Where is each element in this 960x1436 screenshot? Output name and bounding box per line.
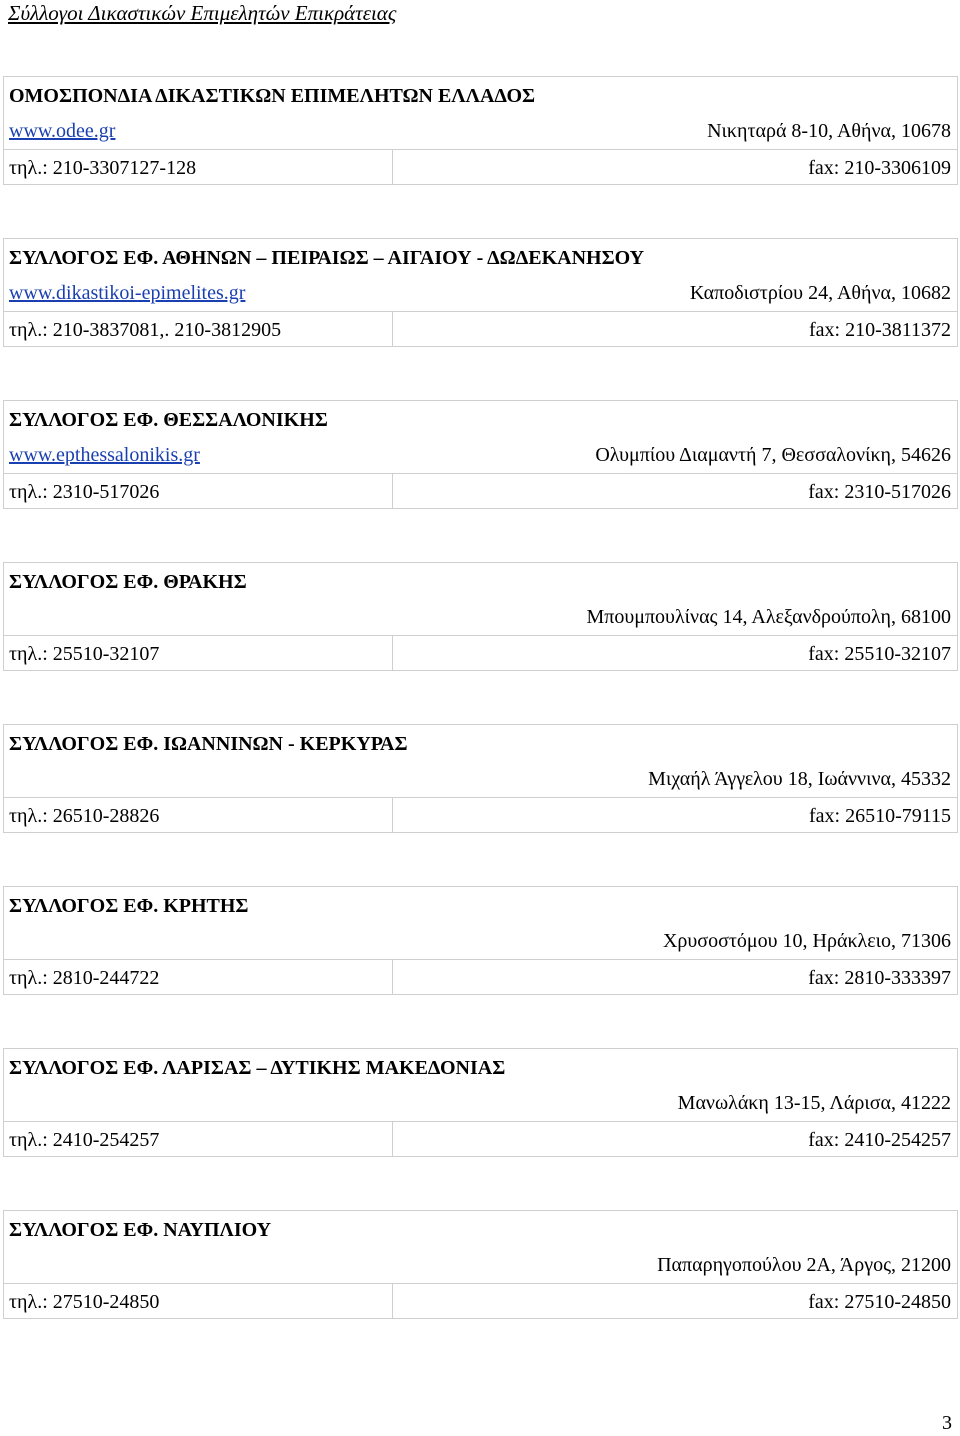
org-block-thrace bbox=[3, 562, 958, 671]
org-name: ΣΥΛΛΟΓΟΣ ΕΦ. ΑΘΗΝΩΝ – ΠΕΙΡΑΙΩΣ – ΑΙΓΑΙΟΥ - ΔΩΔΕΚΑΝΗΣΟΥ bbox=[9, 247, 645, 269]
org-phone: τηλ.: 2410-254257 bbox=[9, 1129, 160, 1151]
org-name: ΣΥΛΛΟΓΟΣ ΕΦ. ΘΡΑΚΗΣ bbox=[9, 571, 247, 593]
org-block-thessaloniki bbox=[3, 400, 958, 509]
org-fax: fax: 25510-32107 bbox=[808, 643, 951, 665]
org-block-larisa bbox=[3, 1048, 958, 1157]
website-link[interactable]: www.odee.gr bbox=[9, 120, 116, 142]
org-block-crete bbox=[3, 886, 958, 995]
org-address: Παπαρηγοπούλου 2Α, Άργος, 21200 bbox=[657, 1254, 951, 1276]
org-fax: fax: 2310-517026 bbox=[808, 481, 951, 503]
org-name: ΣΥΛΛΟΓΟΣ ΕΦ. ΙΩΑΝΝΙΝΩΝ - ΚΕΡΚΥΡΑΣ bbox=[9, 733, 408, 755]
org-fax: fax: 2810-333397 bbox=[808, 967, 951, 989]
org-block-ioannina bbox=[3, 724, 958, 833]
org-name: ΣΥΛΛΟΓΟΣ ΕΦ. ΚΡΗΤΗΣ bbox=[9, 895, 249, 917]
org-fax: fax: 26510-79115 bbox=[808, 805, 951, 827]
org-fax: fax: 2410-254257 bbox=[808, 1129, 951, 1151]
org-address: Καποδιστρίου 24, Αθήνα, 10682 bbox=[689, 282, 951, 304]
org-fax: fax: 210-3306109 bbox=[808, 157, 951, 179]
org-address: Μιχαήλ Άγγελου 18, Ιωάννινα, 45332 bbox=[648, 768, 951, 790]
org-name: ΣΥΛΛΟΓΟΣ ΕΦ. ΘΕΣΣΑΛΟΝΙΚΗΣ bbox=[9, 409, 328, 431]
cell-divider bbox=[392, 959, 393, 995]
cell-divider bbox=[392, 473, 393, 509]
org-name: ΟΜΟΣΠΟΝΔΙΑ ΔΙΚΑΣΤΙΚΩΝ ΕΠΙΜΕΛΗΤΩΝ ΕΛΛΑΔΟΣ bbox=[9, 85, 536, 107]
org-fax: fax: 210-3811372 bbox=[808, 319, 951, 341]
org-phone: τηλ.: 26510-28826 bbox=[9, 805, 160, 827]
cell-divider bbox=[392, 635, 393, 671]
org-address: Μανωλάκη 13-15, Λάρισα, 41222 bbox=[677, 1092, 951, 1114]
org-address: Χρυσοστόμου 10, Ηράκλειο, 71306 bbox=[662, 930, 951, 952]
page-title: Σύλλογοι Δικαστικών Επιμελητών Επικράτειας bbox=[8, 1, 397, 25]
org-address: Ολυμπίου Διαμαντή 7, Θεσσαλονίκη, 54626 bbox=[595, 444, 951, 466]
page-number: 3 bbox=[942, 1412, 952, 1434]
org-phone: τηλ.: 210-3307127-128 bbox=[9, 157, 197, 179]
org-phone: τηλ.: 25510-32107 bbox=[9, 643, 160, 665]
website-link[interactable]: www.epthessalonikis.gr bbox=[9, 444, 200, 466]
cell-divider bbox=[392, 311, 393, 347]
website-link[interactable]: www.dikastikoi-epimelites.gr bbox=[9, 282, 246, 304]
org-phone: τηλ.: 2810-244722 bbox=[9, 967, 160, 989]
org-block-odee bbox=[3, 76, 958, 185]
org-block-nafplio bbox=[3, 1210, 958, 1319]
cell-divider bbox=[392, 797, 393, 833]
cell-divider bbox=[392, 1283, 393, 1319]
org-name: ΣΥΛΛΟΓΟΣ ΕΦ. ΛΑΡΙΣΑΣ – ΔΥΤΙΚΗΣ ΜΑΚΕΔΟΝΙΑΣ bbox=[9, 1057, 506, 1079]
org-phone: τηλ.: 2310-517026 bbox=[9, 481, 160, 503]
org-address: Νικηταρά 8-10, Αθήνα, 10678 bbox=[707, 120, 951, 142]
cell-divider bbox=[392, 1121, 393, 1157]
org-name: ΣΥΛΛΟΓΟΣ ΕΦ. ΝΑΥΠΛΙΟΥ bbox=[9, 1219, 272, 1241]
org-phone: τηλ.: 27510-24850 bbox=[9, 1291, 160, 1313]
org-fax: fax: 27510-24850 bbox=[808, 1291, 951, 1313]
org-phone: τηλ.: 210-3837081,. 210-3812905 bbox=[9, 319, 282, 341]
org-address: Μπουμπουλίνας 14, Αλεξανδρούπολη, 68100 bbox=[586, 606, 951, 628]
org-block-athens bbox=[3, 238, 958, 347]
cell-divider bbox=[392, 149, 393, 185]
